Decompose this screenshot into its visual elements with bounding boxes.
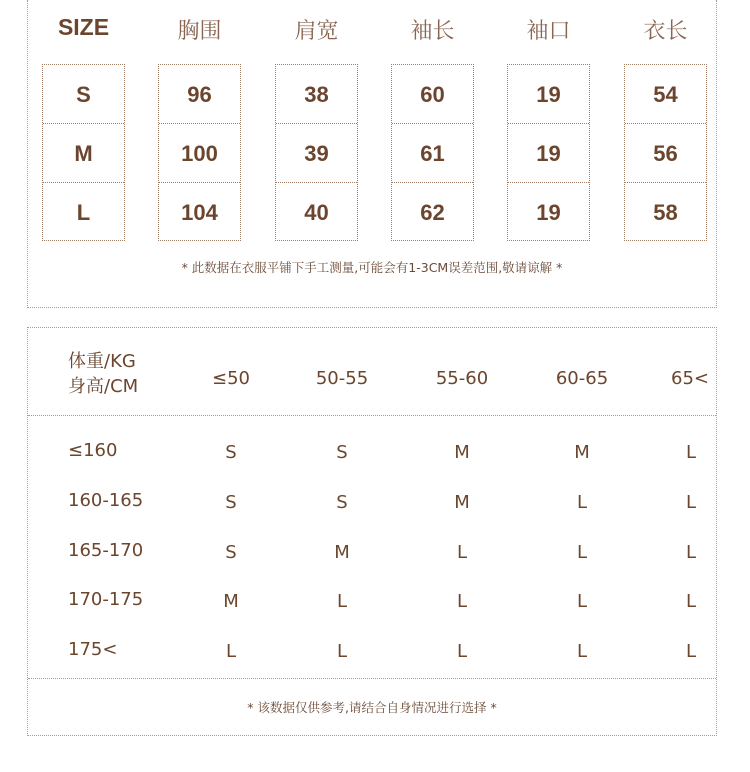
size-value: L [456,542,468,563]
size-value: S [225,442,237,463]
header-sleeve-length: 袖长 [410,19,455,44]
size-value: S [336,492,348,513]
size-value: L [576,641,588,662]
height-range: 160-165 [68,490,144,511]
size-cell: S [43,65,124,124]
height-range: 170-175 [68,589,144,610]
size-value: M [454,492,470,513]
size-value: S [225,492,237,513]
header-chest: 胸围 [177,19,222,44]
chest-cell: 100 [159,124,240,183]
size-value: M [223,591,239,612]
size-recommendation-panel [27,327,717,736]
size-value: L [336,591,348,612]
height-range: ≤160 [68,440,118,461]
size-value: L [576,542,588,563]
recommendation-footer [28,678,716,736]
header-shoulder: 肩宽 [294,19,339,44]
table-row [28,440,716,464]
recommendation-header [28,328,716,416]
reference-note: * 该数据仅供参考,请结合自身情况进行选择 * [247,700,497,715]
size-value: L [685,492,697,513]
header-size: SIZE [57,14,110,40]
chest-cell: 104 [181,200,218,225]
size-value: M [574,442,590,463]
table-row [28,540,716,564]
sleeve-length-column [391,64,474,241]
body-length-cell: 56 [625,124,706,183]
size-value: L [225,641,237,662]
cuff-cell: 19 [508,65,589,124]
shoulder-cell: 40 [304,200,329,225]
weight-range: ≤50 [212,368,250,389]
weight-range: 65< [671,368,709,389]
sleeve-length-cell: 62 [420,200,445,225]
size-value: S [336,442,348,463]
weight-axis-label: 体重/KG [68,351,136,372]
cuff-cell: 19 [536,200,561,225]
size-value: L [336,641,348,662]
body-length-column [624,64,707,241]
size-value: L [685,591,697,612]
table-row [28,490,716,514]
chest-column [158,64,241,241]
size-column [42,64,125,241]
sleeve-length-cell: 60 [392,65,473,124]
cuff-cell: 19 [508,124,589,183]
size-value: L [685,641,697,662]
height-range: 175< [68,639,118,660]
size-cell: M [43,124,124,183]
size-cell: L [76,200,91,225]
body-length-cell: 54 [625,65,706,124]
weight-range: 60-65 [555,368,609,389]
shoulder-cell: 38 [276,65,357,124]
shoulder-column [275,64,358,241]
measurement-note: * 此数据在衣服平铺下手工测量,可能会有1-3CM误差范围,敬请谅解 * [181,260,563,275]
cuff-column [507,64,590,241]
header-body-length: 衣长 [643,19,688,44]
height-range: 165-170 [68,540,144,561]
size-value: S [225,542,237,563]
size-value: L [456,641,468,662]
size-value: L [685,542,697,563]
size-value: M [334,542,350,563]
size-chart-panel [27,0,717,308]
size-value: L [685,442,697,463]
table-row [28,639,716,663]
table-row [28,589,716,613]
body-length-cell: 58 [653,200,678,225]
chest-cell: 96 [159,65,240,124]
shoulder-cell: 39 [276,124,357,183]
weight-range: 55-60 [435,368,489,389]
header-cuff: 袖口 [526,19,571,44]
size-value: M [454,442,470,463]
height-axis-label: 身高/CM [68,376,139,397]
size-value: L [576,591,588,612]
weight-range: 50-55 [315,368,369,389]
size-value: L [576,492,588,513]
size-value: L [456,591,468,612]
sleeve-length-cell: 61 [392,124,473,183]
